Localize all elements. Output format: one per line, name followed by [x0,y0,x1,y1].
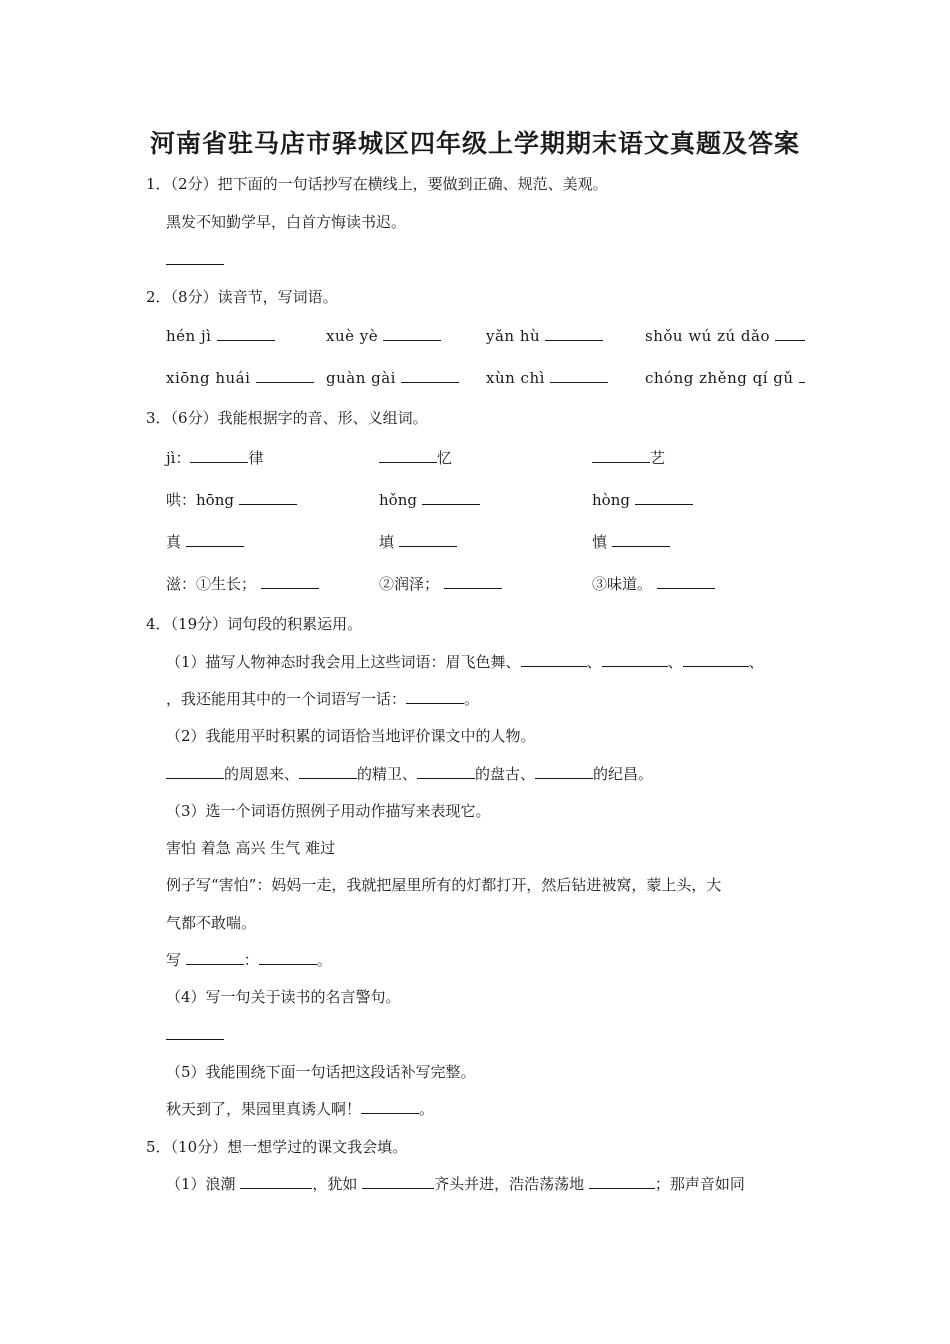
q4-part3-words: 害怕 着急 高兴 生气 难过 [166,839,336,857]
q4-part3-example-line1: 例子写“害怕”：妈妈一走，我就把屋里所有的灯都打开，然后钻进被窝，蒙上头，大 [166,876,722,894]
q3-hong-3[interactable]: hòng [592,490,693,510]
q3-zi-3[interactable]: ③味道。 [592,574,715,594]
q4-part4-prompt: （4）写一句关于读书的名言警句。 [166,988,401,1006]
q4-part3-answer[interactable]: 写 ： 。 [166,951,332,969]
q1-heading: 1．（2分）把下面的一句话抄写在横线上，要做到正确、规范、美观。 [146,175,608,193]
document-title: 河南省驻马店市驿城区四年级上学期期末语文真题及答案 [149,129,800,158]
q4-part3-prompt: （3）选一个词语仿照例子用动作描写来表现它。 [166,802,491,820]
q5-part1[interactable]: （1）浪潮 ，犹如 齐头并进，浩浩荡荡地 ；那声音如同 [166,1175,745,1193]
q4-part3-example-line2: 气都不敢喘。 [166,914,257,932]
q3-heading: 3．（6分）我能根据字的音、形、义组词。 [146,409,428,427]
q2-item-2[interactable]: xuè yè [326,326,441,346]
q4-heading: 4．（19分）词句段的积累运用。 [146,615,363,633]
q2-item-1[interactable]: hén jì [166,326,275,346]
q4-part2-prompt: （2）我能用平时积累的词语恰当地评价课文中的人物。 [166,727,536,745]
q1-answer-line[interactable] [166,250,224,270]
q2-heading: 2．（8分）读音节，写词语。 [146,288,338,306]
q1-sentence: 黑发不知勤学早，白首方悔读书迟。 [166,213,407,231]
q4-part4-answer-line[interactable] [166,1025,224,1045]
q5-heading: 5．（10分）想一想学过的课文我会填。 [146,1138,408,1156]
q3-hong-2[interactable]: hǒng [379,490,480,510]
q3-zhen-2[interactable]: 填 [379,532,457,552]
q3-zhen-1[interactable]: 真 [166,532,244,552]
q4-part5-answer[interactable]: 秋天到了，果园里真诱人啊！ 。 [166,1100,435,1118]
q3-hong-1[interactable]: 哄：hōng [166,490,297,510]
q3-zi-1[interactable]: 滋：①生长； [166,574,319,594]
q2-item-6[interactable]: guàn gài [326,368,459,388]
q2-item-8[interactable]: chóng zhěng qí gǔ [645,368,805,388]
q3-zi-2[interactable]: ②润泽； [379,574,502,594]
q4-part5-prompt: （5）我能围绕下面一句话把这段话补写完整。 [166,1063,476,1081]
q3-ji-3[interactable]: 艺 [592,448,665,468]
q2-item-7[interactable]: xùn chì [486,368,608,388]
q4-part2-blanks[interactable]: 的周恩来、 的精卫、 的盘古、 的纪昌。 [166,764,653,784]
q4-part1-line1[interactable]: （1）描写人物神态时我会用上这些词语：眉飞色舞、 、 、 、 [166,653,764,671]
q3-ji-1[interactable]: jì： 律 [166,449,264,467]
q4-part1-line2[interactable]: ，我还能用其中的一个词语写一话： 。 [166,690,480,708]
q2-item-3[interactable]: yǎn hù [486,326,603,346]
q3-zhen-3[interactable]: 慎 [592,532,670,552]
q2-item-4[interactable]: shǒu wú zú dǎo [645,326,805,346]
q3-ji-2[interactable]: 忆 [379,448,452,468]
q2-item-5[interactable]: xiōng huái [166,368,314,388]
